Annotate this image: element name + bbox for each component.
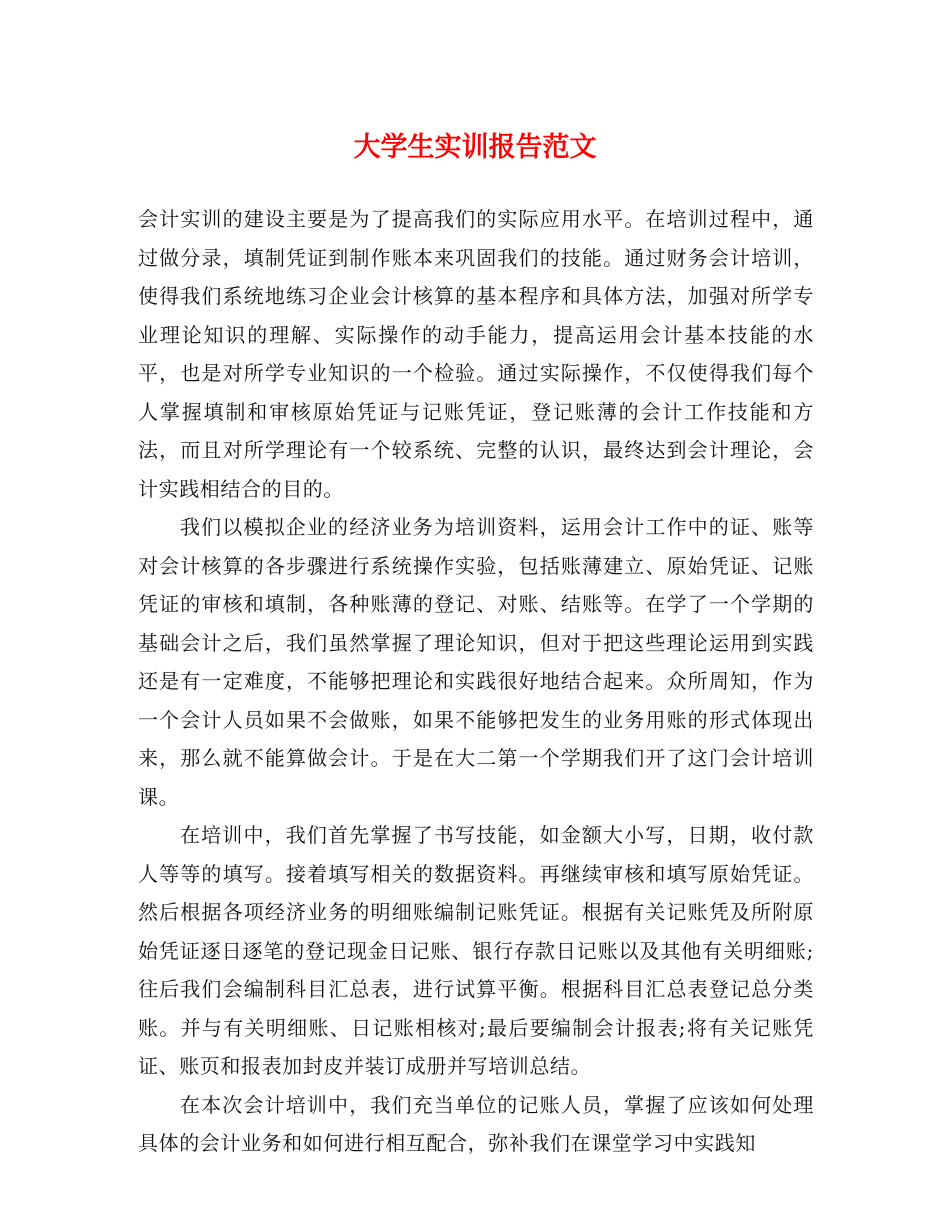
paragraph-3: 在培训中，我们首先掌握了书写技能，如金额大小写，日期，收付款人等等的填写。接着填写相关的数据资料。再继续审核和填写原始凭证。然后根据各项经济业务的明细账编制记账凭证。根据有关记账凭及所附原始凭证逐日逐笔的登记现金日记账、银行存款日记账以及其他有关明细账;往后我们会编制科目汇总表，进行试算平衡。根据科目汇总表登记总分类账。并与有关明细账、日记账相核对;最后要编制会计报表;将有关记账凭证、账页和报表加封皮并装订成册并写培训总结。: [138, 823, 814, 1078]
document-title: 大学生实训报告范文: [353, 132, 597, 163]
document-body: [138, 200, 814, 1163]
paragraph-1: 会计实训的建设主要是为了提高我们的实际应用水平。在培训过程中，通过做分录，填制凭证到制作账本来巩固我们的技能。通过财务会计培训，使得我们系统地练习企业会计核算的基本程序和具体方法，加强对所学专业理论知识的理解、实际操作的动手能力，提高运用会计基本技能的水平，也是对所学专业知识的一个检验。通过实际操作，不仅使得我们每个人掌握填制和审核原始凭证与记账凭证，登记账薄的会计工作技能和方法，而且对所学理论有一个较系统、完整的认识，最终达到会计理论，会计实践相结合的目的。: [138, 207, 814, 501]
paragraph-4: 在本次会计培训中，我们充当单位的记账人员，掌握了应该如何处理具体的会计业务和如何进行相互配合，弥补我们在课堂学习中实践知: [138, 1092, 814, 1155]
paragraph-2: 我们以模拟企业的经济业务为培训资料，运用会计工作中的证、账等对会计核算的各步骤进行系统操作实验，包括账薄建立、原始凭证、记账凭证的审核和填制，各种账薄的登记、对账、结账等。在学了一个学期的基础会计之后，我们虽然掌握了理论知识，但对于把这些理论运用到实践还是有一定难度，不能够把理论和实践很好地结合起来。众所周知，作为一个会计人员如果不会做账，如果不能够把发生的业务用账的形式体现出来，那么就不能算做会计。于是在大二第一个学期我们开了这门会计培训课。: [138, 515, 814, 809]
